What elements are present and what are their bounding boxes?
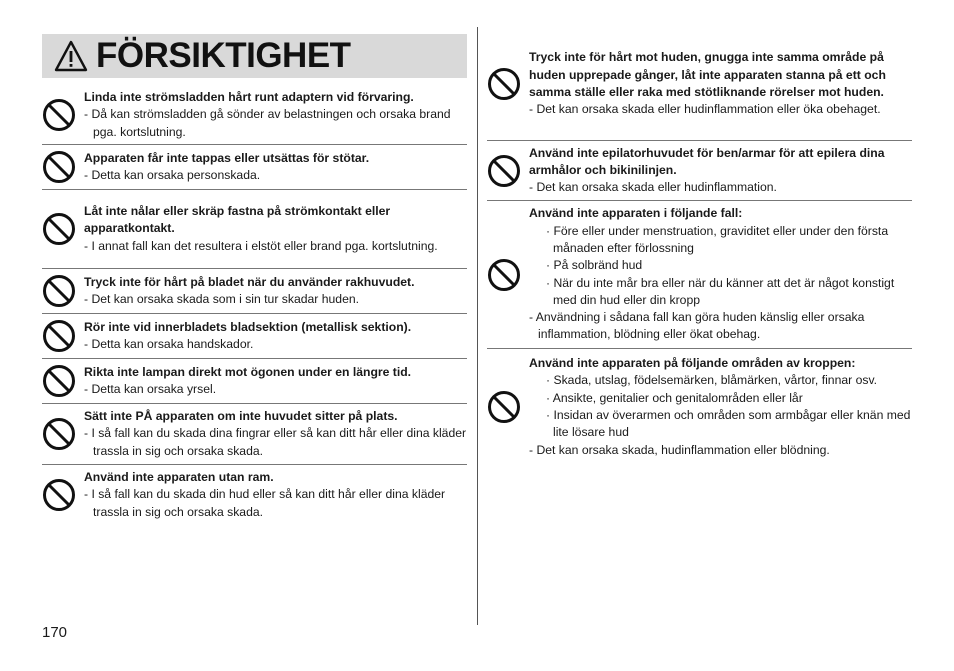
prohibited-icon bbox=[42, 212, 76, 246]
entry-heading: Linda inte strömsladden hårt runt adaptern vid förvaring. bbox=[84, 90, 414, 105]
caution-entry bbox=[42, 359, 467, 404]
caution-entry bbox=[42, 314, 467, 359]
entry-bullet: · När du inte mår bra eller när du känner att det är något konstigt med din hud eller din kropp bbox=[546, 275, 895, 307]
entry-detail: - Då kan strömsladden gå sönder av belastningen och orsaka brand pga. kortslutning. bbox=[84, 107, 451, 139]
prohibited-icon bbox=[487, 390, 521, 424]
prohibited-icon bbox=[42, 319, 76, 353]
entry-detail: - Detta kan orsaka personskada. bbox=[84, 168, 261, 182]
caution-entry bbox=[42, 145, 467, 190]
entry-detail: - I annat fall kan det resultera i elstöt eller brand pga. kortslutning. bbox=[84, 238, 438, 253]
entry-detail: - Det kan orsaka skada som i sin tur skadar huden. bbox=[84, 292, 360, 306]
entry-detail: - Det kan orsaka skada eller hudinflammation. bbox=[529, 180, 777, 195]
prohibited-icon bbox=[42, 98, 76, 132]
entry-detail: - Användning i sådana fall kan göra huden känslig eller orsaka inflammation, blödning eller ökat obehag. bbox=[529, 310, 865, 342]
prohibited-icon bbox=[42, 274, 76, 308]
entry-heading: Sätt inte PÅ apparaten om inte huvudet sitter på plats. bbox=[84, 409, 398, 424]
page-title: FÖRSIKTIGHET bbox=[96, 36, 351, 75]
entry-heading: Apparaten får inte tappas eller utsättas för stötar. bbox=[84, 150, 370, 165]
entry-heading: Rör inte vid innerbladets bladsektion (metallisk sektion). bbox=[84, 319, 412, 334]
entry-heading: Rikta inte lampan direkt mot ögonen under en längre tid. bbox=[84, 364, 412, 379]
entry-heading: Tryck inte för hårt mot huden, gnugga inte samma område på huden upprepade gånger, låt inte apparaten stanna på ett och samma ställe eller raka med stötliknande rörelser mot huden. bbox=[529, 50, 886, 99]
entry-heading: Använd inte apparaten utan ram. bbox=[84, 470, 274, 485]
entry-bullet: · Skada, utslag, födelsemärken, blåmärken, vårtor, finnar osv. bbox=[546, 373, 878, 388]
prohibited-icon bbox=[487, 67, 521, 101]
caution-entry bbox=[42, 465, 467, 525]
entry-heading: Tryck inte för hårt på bladet när du använder rakhuvudet. bbox=[84, 274, 415, 289]
entry-detail: - Det kan orsaka skada eller hudinflammation eller öka obehaget. bbox=[529, 102, 881, 117]
title-bar bbox=[42, 34, 467, 78]
prohibited-icon bbox=[487, 154, 521, 188]
prohibited-icon bbox=[42, 478, 76, 512]
caution-entry bbox=[487, 28, 912, 141]
caution-entry bbox=[42, 86, 467, 145]
entry-heading: Använd inte apparaten i följande fall: bbox=[529, 206, 743, 221]
caution-entry bbox=[42, 269, 467, 314]
caution-entry bbox=[42, 190, 467, 269]
page-number: 170 bbox=[42, 624, 68, 641]
caution-entry bbox=[42, 404, 467, 465]
prohibited-icon bbox=[42, 417, 76, 451]
caution-entry bbox=[487, 349, 912, 465]
warning-triangle-icon bbox=[54, 40, 88, 72]
caution-entry bbox=[487, 201, 912, 349]
entry-bullet: · Ansikte, genitalier och genitalområden eller lår bbox=[546, 390, 803, 405]
entry-detail: - Det kan orsaka skada, hudinflammation eller blödning. bbox=[529, 442, 830, 457]
entry-detail: - I så fall kan du skada dina fingrar eller så kan ditt hår eller dina kläder trassla in sig och orsaka skada. bbox=[84, 426, 467, 458]
entry-bullet: · På solbränd hud bbox=[546, 258, 643, 273]
entry-heading: Låt inte nålar eller skräp fastna på strömkontakt eller apparatkontakt. bbox=[84, 204, 391, 236]
caution-entry bbox=[487, 141, 912, 201]
prohibited-icon bbox=[487, 258, 521, 292]
prohibited-icon bbox=[42, 150, 76, 184]
entry-heading: Använd inte apparaten på följande områden av kroppen: bbox=[529, 356, 856, 371]
column-divider bbox=[477, 27, 478, 625]
entry-detail: - Detta kan orsaka handskador. bbox=[84, 337, 254, 351]
entry-heading: Använd inte epilatorhuvudet för ben/armar för att epilera dina armhålor och bikinilinjen. bbox=[529, 145, 885, 177]
entry-bullet: · Insidan av överarmen och områden som armbågar eller knän med lite lösare hud bbox=[546, 408, 911, 440]
prohibited-icon bbox=[42, 364, 76, 398]
entry-detail: - I så fall kan du skada din hud eller så kan ditt hår eller dina kläder trassla in sig och orsaka skada. bbox=[84, 487, 446, 519]
entry-detail: - Detta kan orsaka yrsel. bbox=[84, 382, 217, 396]
entry-bullet: · Före eller under menstruation, graviditet eller under den första månaden efter förlossning bbox=[546, 223, 889, 255]
